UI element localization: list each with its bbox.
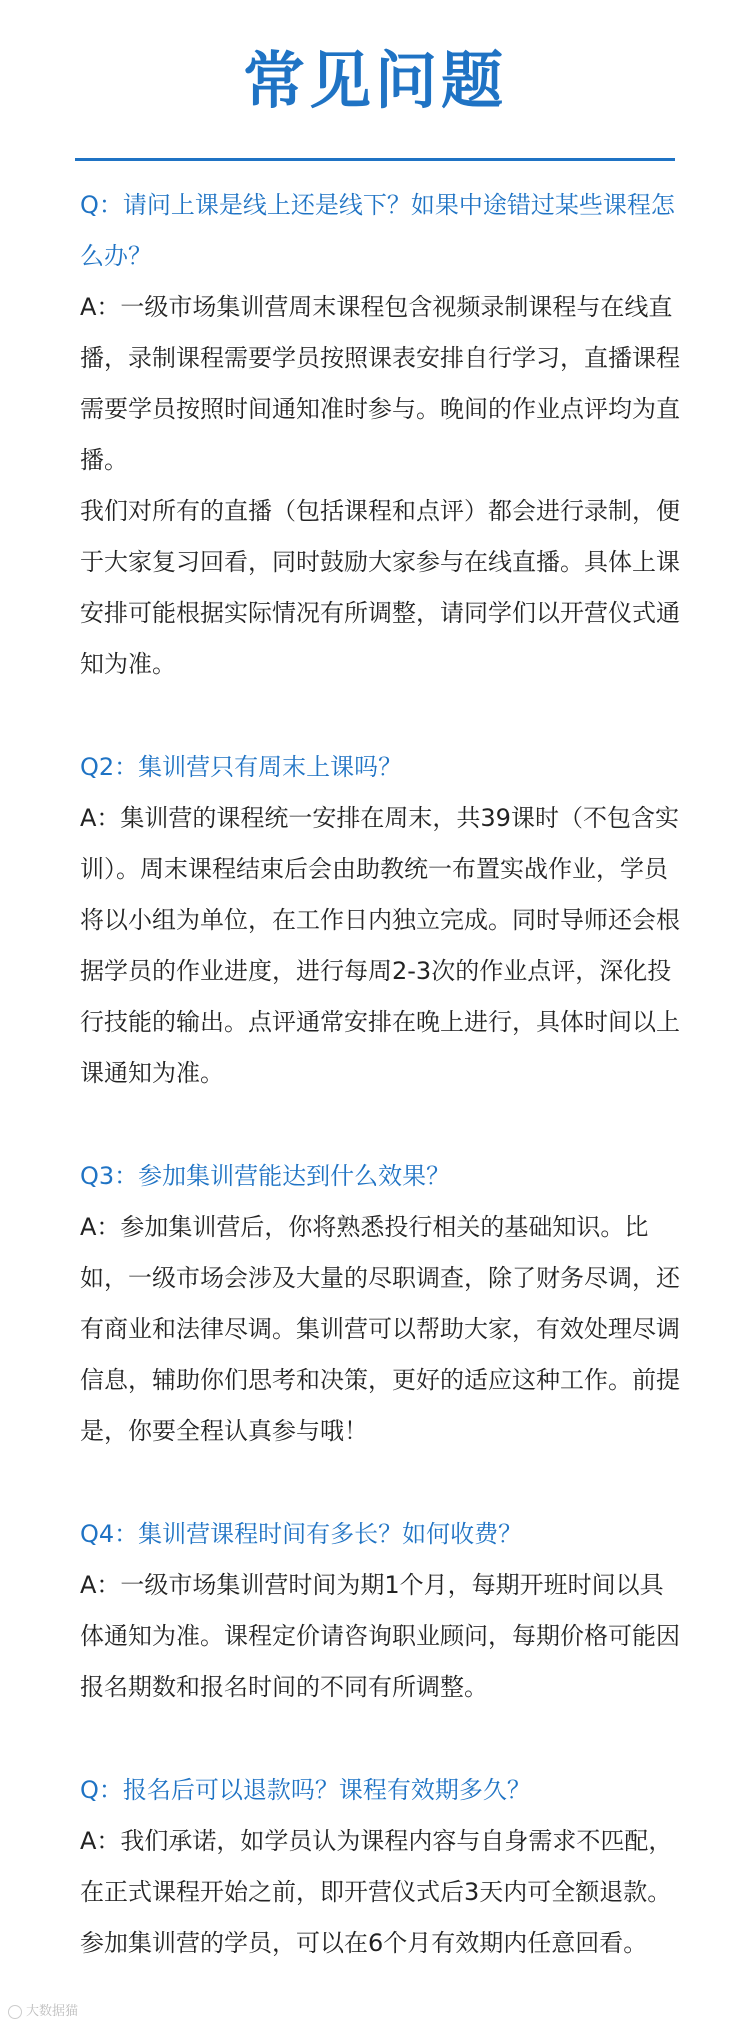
- faq-item-2: [80, 742, 680, 1099]
- watermark-logo-icon: [8, 2005, 22, 2019]
- faq-answer: A：集训营的课程统一安排在周末，共39课时（不包含实训）。周末课程结束后会由助教统一布置实战作业，学员将以小组为单位，在工作日内独立完成。同时导师还会根据学员的作业进度，进行每周2-3次的作业点评，深化投行技能的输出。点评通常安排在晚上进行，具体时间以上课通知为准。: [80, 804, 680, 1087]
- faq-answer: A：一级市场集训营时间为期1个月，每期开班时间以具体通知为准。课程定价请咨询职业顾问，每期价格可能因报名期数和报名时间的不同有所调整。: [80, 1571, 680, 1701]
- faq-answer: A：参加集训营后，你将熟悉投行相关的基础知识。比如，一级市场会涉及大量的尽职调查，除了财务尽调，还有商业和法律尽调。集训营可以帮助大家，有效处理尽调信息，辅助你们思考和决策，更好的适应这种工作。前提是，你要全程认真参与哦！: [80, 1213, 680, 1445]
- faq-question: Q：报名后可以退款吗？课程有效期多久？: [80, 1776, 531, 1804]
- faq-item-1: [80, 180, 680, 690]
- faq-item-4: [80, 1509, 680, 1713]
- faq-question: Q4：集训营课程时间有多长？如何收费？: [80, 1520, 523, 1548]
- faq-question: Q3：参加集训营能达到什么效果？: [80, 1162, 451, 1190]
- title-divider: [75, 158, 675, 161]
- faq-item-5: [80, 1765, 680, 1969]
- faq-answer: A：我们承诺，如学员认为课程内容与自身需求不匹配，在正式课程开始之前，即开营仪式后3天内可全额退款。参加集训营的学员，可以在6个月有效期内任意回看。: [80, 1827, 673, 1957]
- faq-answer: 我们对所有的直播（包括课程和点评）都会进行录制，便于大家复习回看，同时鼓励大家参与在线直播。具体上课安排可能根据实际情况有所调整，请同学们以开营仪式通知为准。: [80, 497, 680, 678]
- watermark: [8, 2000, 78, 2019]
- faq-question: Q：请问上课是线上还是线下？如果中途错过某些课程怎么办？: [80, 191, 675, 270]
- faq-question: Q2：集训营只有周末上课吗？: [80, 753, 403, 781]
- watermark-text: 大数据猫: [26, 2004, 79, 2019]
- faq-item-3: [80, 1151, 680, 1457]
- faq-list: [80, 180, 680, 2021]
- page-title: 常见问题: [242, 44, 507, 117]
- faq-answer: A：一级市场集训营周末课程包含视频录制课程与在线直播，录制课程需要学员按照课表安排自行学习，直播课程需要学员按照时间通知准时参与。晚间的作业点评均为直播。: [80, 293, 680, 474]
